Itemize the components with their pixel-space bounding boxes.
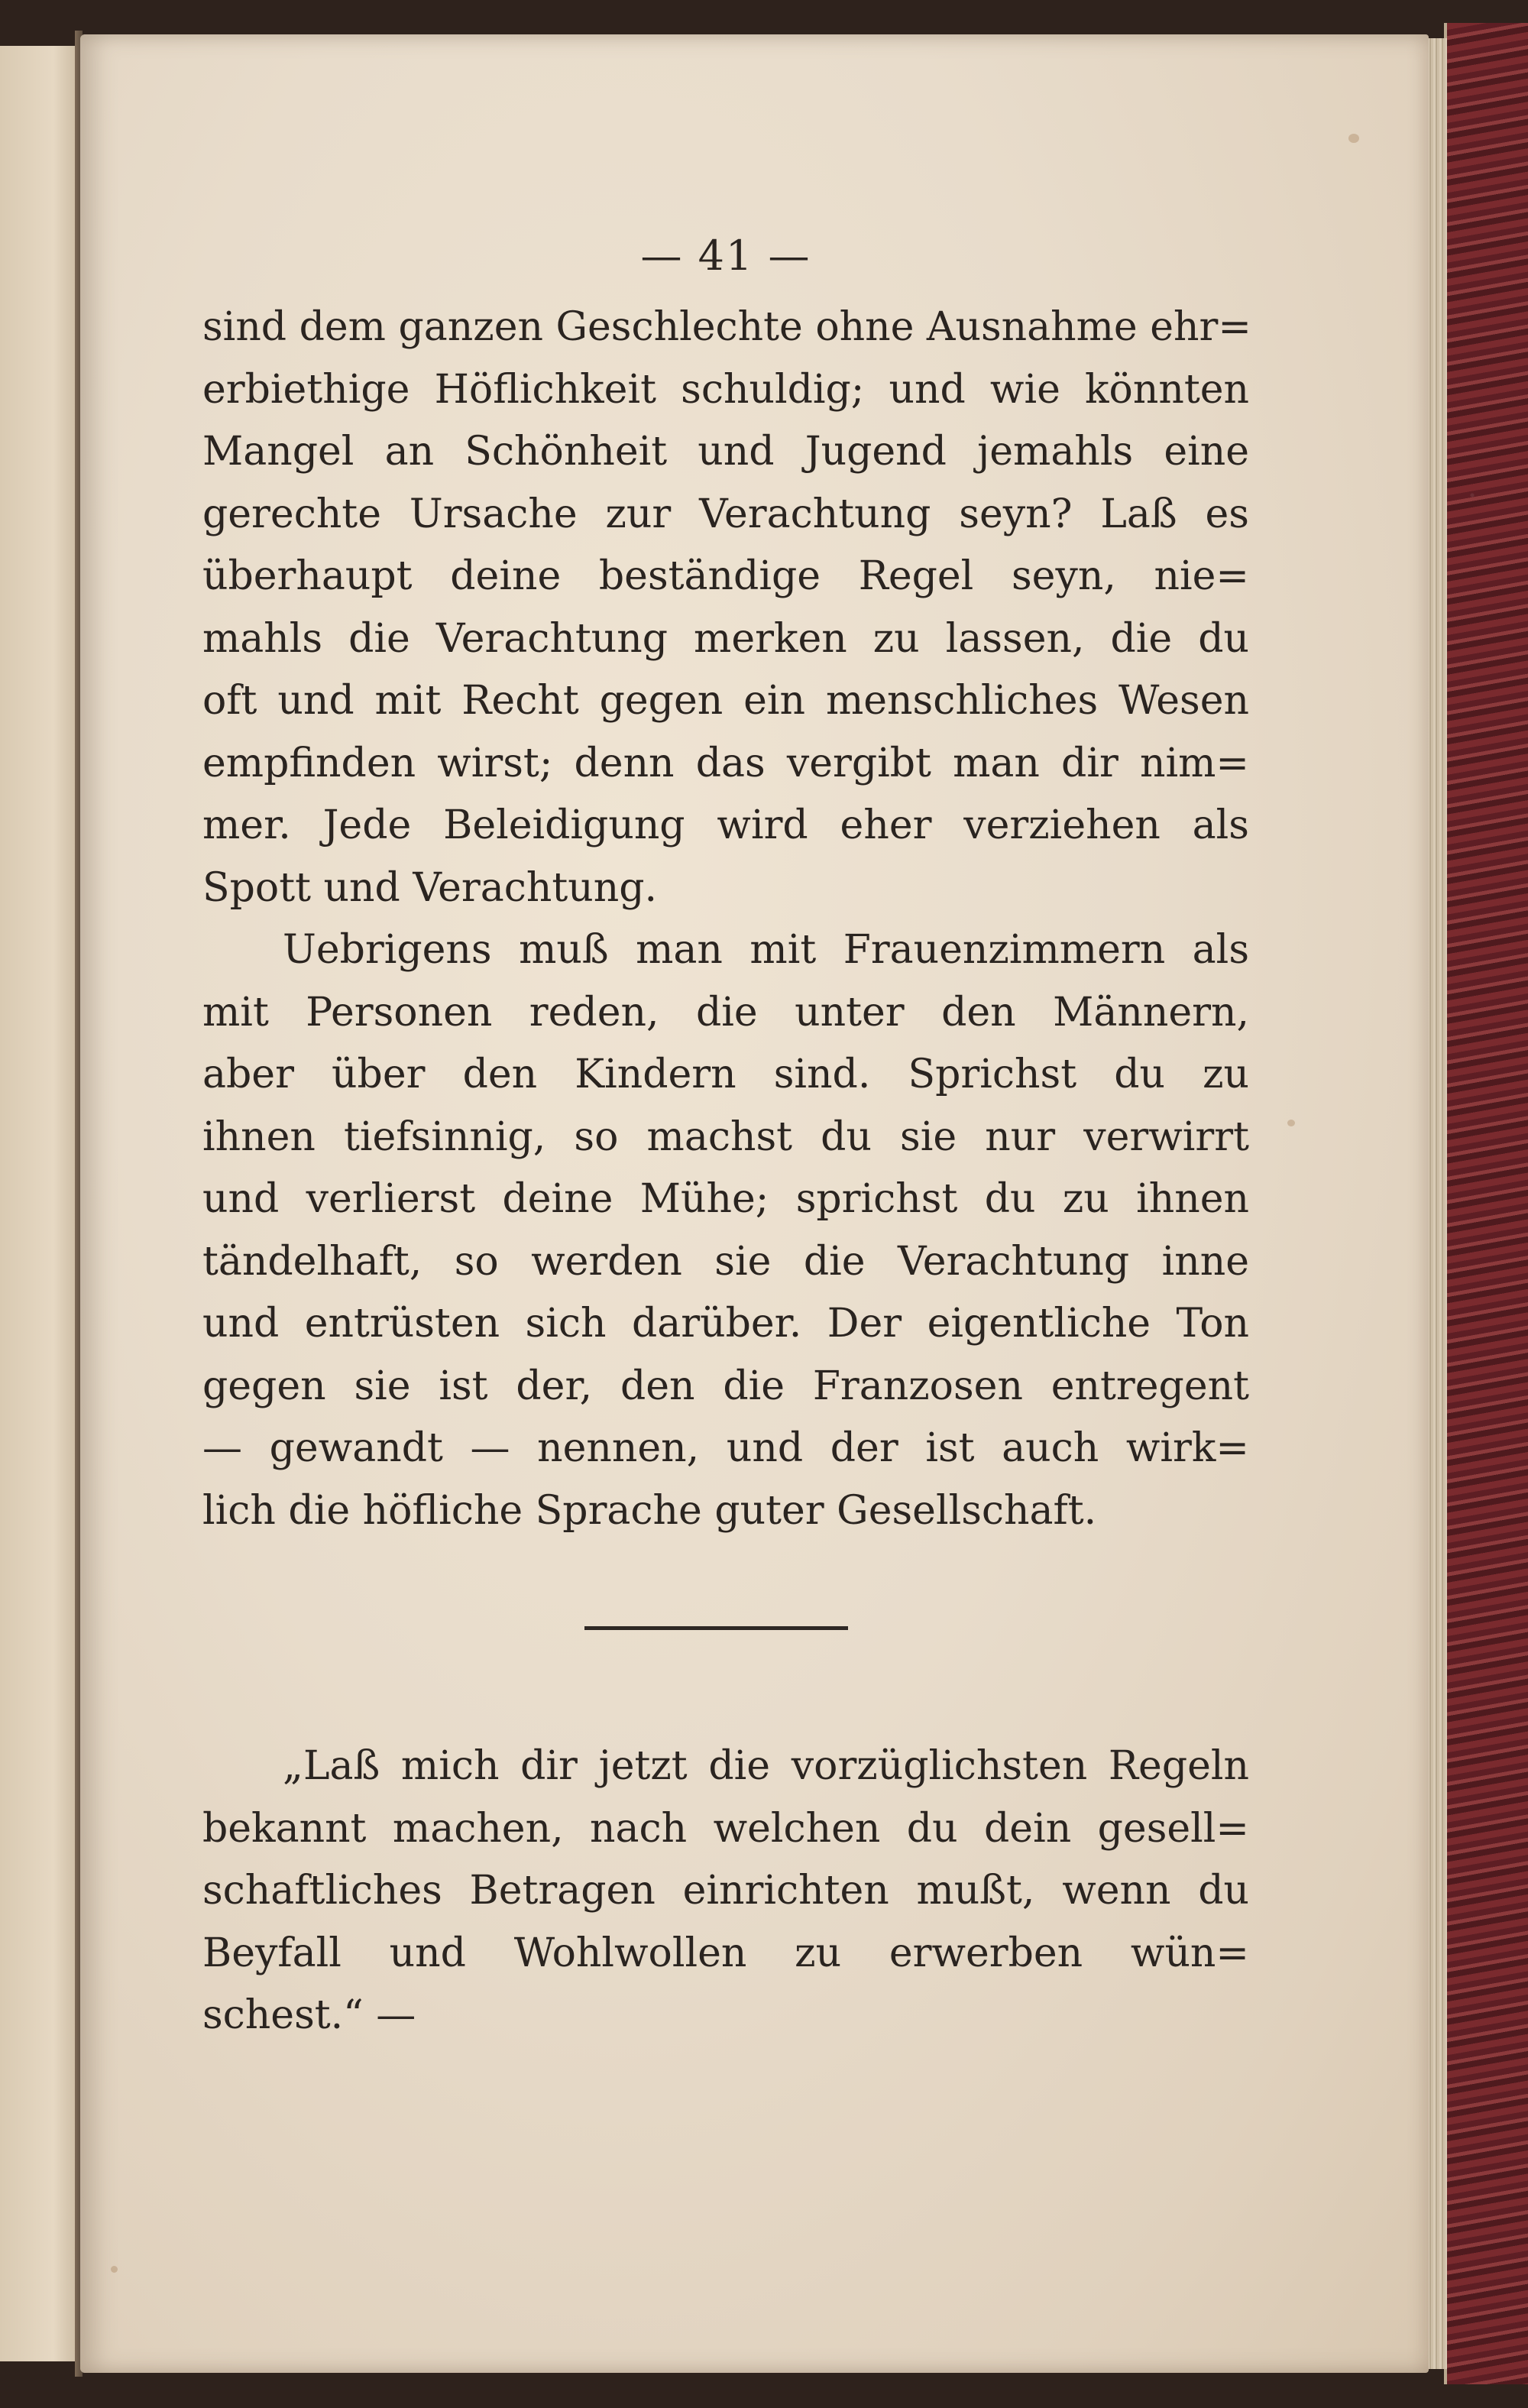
foxing-spot — [1348, 134, 1359, 143]
text-line: tändelhaft, so werden sie die Verachtung inne — [202, 1238, 1249, 1285]
text-line: schaftliches Betragen einrichten mußt, wenn du — [202, 1868, 1249, 1914]
text-block — [202, 229, 1249, 2047]
text-line: und verlierst deine Mühe; sprichst du zu ihnen — [202, 1176, 1249, 1222]
text-line: überhaupt deine beständige Regel seyn, nie= — [202, 553, 1249, 599]
text-line: — gewandt — nennen, und der ist auch wirk= — [202, 1425, 1249, 1471]
text-line: mit Personen reden, die unter den Männern, — [202, 989, 1249, 1035]
text-line: bekannt machen, nach welchen du dein gesell= — [202, 1805, 1249, 1852]
section-divider — [584, 1626, 848, 1630]
marbled-book-edge — [1444, 23, 1528, 2384]
text-line: Spott und Verachtung. — [202, 864, 658, 911]
left-page-sliver — [0, 46, 76, 2361]
text-line: ihnen tiefsinnig, so machst du sie nur verwirrt — [202, 1113, 1249, 1160]
text-line: und entrüsten sich darüber. Der eigentliche Ton — [202, 1301, 1249, 1347]
text-line: oft und mit Recht gegen ein menschliches Wesen — [202, 678, 1249, 724]
text-line: erbiethige Höflichkeit schuldig; und wie könnten — [202, 366, 1249, 413]
text-line: mer. Jede Beleidigung wird eher verziehen als — [202, 802, 1249, 848]
text-line: gegen sie ist der, den die Franzosen entregent — [202, 1363, 1249, 1409]
text-line: mahls die Verachtung merken zu lassen, die du — [202, 615, 1249, 662]
text-line: lich die höfliche Sprache guter Gesellschaft. — [202, 1487, 1097, 1534]
foxing-spot — [111, 2266, 118, 2273]
text-line: empfinden wirst; denn das vergibt man dir nim= — [202, 740, 1249, 786]
text-line: gerechte Ursache zur Verachtung seyn? Laß es — [202, 491, 1249, 537]
text-line: Uebrigens muß man mit Frauenzimmern als — [283, 927, 1249, 973]
text-line: schest.“ — — [202, 1992, 416, 2038]
text-line: „Laß mich dir jetzt die vorzüglichsten Regeln — [283, 1743, 1249, 1789]
paragraph-1 — [202, 297, 1249, 919]
page-number: — 41 — — [640, 232, 811, 280]
text-line: Mangel an Schönheit und Jugend jemahls eine — [202, 429, 1249, 475]
paragraph-3 — [202, 1736, 1249, 2047]
paragraph-2 — [202, 919, 1249, 1542]
text-line: Beyfall und Wohlwollen zu erwerben wün= — [202, 1930, 1249, 1976]
text-line: aber über den Kindern sind. Sprichst du zu — [202, 1052, 1249, 1097]
text-line: sind dem ganzen Geschlechte ohne Ausnahme ehr= — [202, 304, 1251, 350]
foxing-spot — [1287, 1120, 1295, 1126]
